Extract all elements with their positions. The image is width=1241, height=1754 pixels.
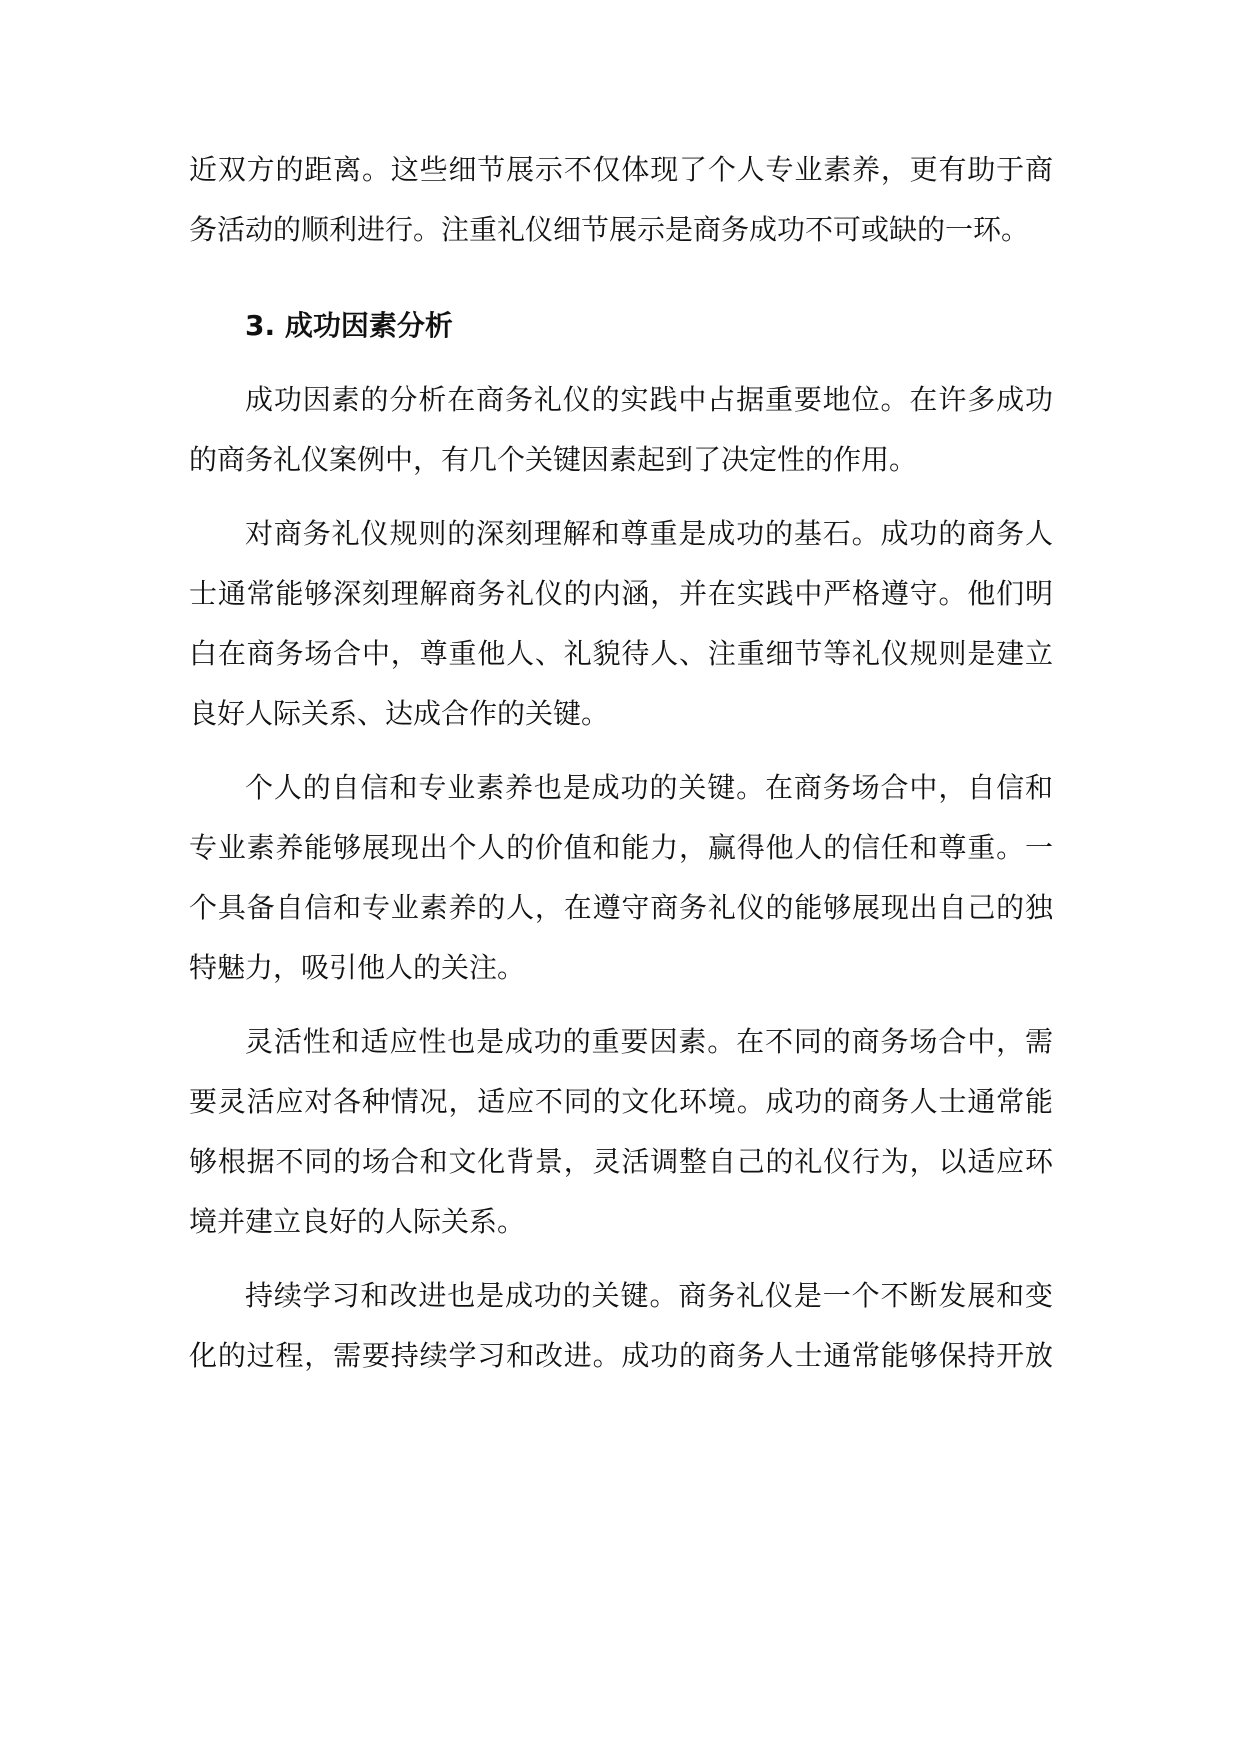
paragraph-continued <box>189 140 1053 260</box>
text-line: 要灵活应对各种情况，适应不同的文化环境。成功的商务人士通常能 <box>189 1085 1053 1118</box>
paragraph <box>189 504 1053 744</box>
spacer <box>189 356 1053 370</box>
text-line: 良好人际关系、达成合作的关键。 <box>189 697 610 730</box>
text-line: 个具备自信和专业素养的人，在遵守商务礼仪的能够展现出自己的独 <box>189 891 1053 924</box>
spacer <box>189 1252 1053 1266</box>
text-line: 特魅力，吸引他人的关注。 <box>189 951 526 984</box>
text-line: 境并建立良好的人际关系。 <box>189 1205 526 1238</box>
text-line: 士通常能够深刻理解商务礼仪的内涵，并在实践中严格遵守。他们明 <box>189 577 1053 610</box>
spacer <box>189 744 1053 758</box>
text-line: 个人的自信和专业素养也是成功的关键。在商务场合中，自信和 <box>245 771 1053 804</box>
text-line: 务活动的顺利进行。注重礼仪细节展示是商务成功不可或缺的一环。 <box>189 213 1030 246</box>
text-line: 持续学习和改进也是成功的关键。商务礼仪是一个不断发展和变 <box>245 1279 1053 1312</box>
paragraph <box>189 758 1053 998</box>
text-line: 白在商务场合中，尊重他人、礼貌待人、注重细节等礼仪规则是建立 <box>189 637 1053 670</box>
text-line: 专业素养能够展现出个人的价值和能力，赢得他人的信任和尊重。一 <box>189 831 1053 864</box>
text-line: 化的过程，需要持续学习和改进。成功的商务人士通常能够保持开放 <box>189 1339 1053 1372</box>
text-line: 的商务礼仪案例中，有几个关键因素起到了决定性的作用。 <box>189 443 918 476</box>
paragraph <box>189 1266 1053 1386</box>
spacer <box>189 998 1053 1012</box>
paragraph <box>189 370 1053 490</box>
paragraph <box>189 1012 1053 1252</box>
document-body <box>189 140 1053 1386</box>
text-line: 够根据不同的场合和文化背景，灵活调整自己的礼仪行为，以适应环 <box>189 1145 1053 1178</box>
spacer <box>189 260 1053 296</box>
text-line: 对商务礼仪规则的深刻理解和尊重是成功的基石。成功的商务人 <box>245 517 1053 550</box>
section-heading: 3. 成功因素分析 <box>245 309 453 342</box>
spacer <box>189 490 1053 504</box>
text-line: 近双方的距离。这些细节展示不仅体现了个人专业素养，更有助于商 <box>189 153 1053 186</box>
text-line: 成功因素的分析在商务礼仪的实践中占据重要地位。在许多成功 <box>245 383 1053 416</box>
text-line: 灵活性和适应性也是成功的重要因素。在不同的商务场合中，需 <box>245 1025 1053 1058</box>
